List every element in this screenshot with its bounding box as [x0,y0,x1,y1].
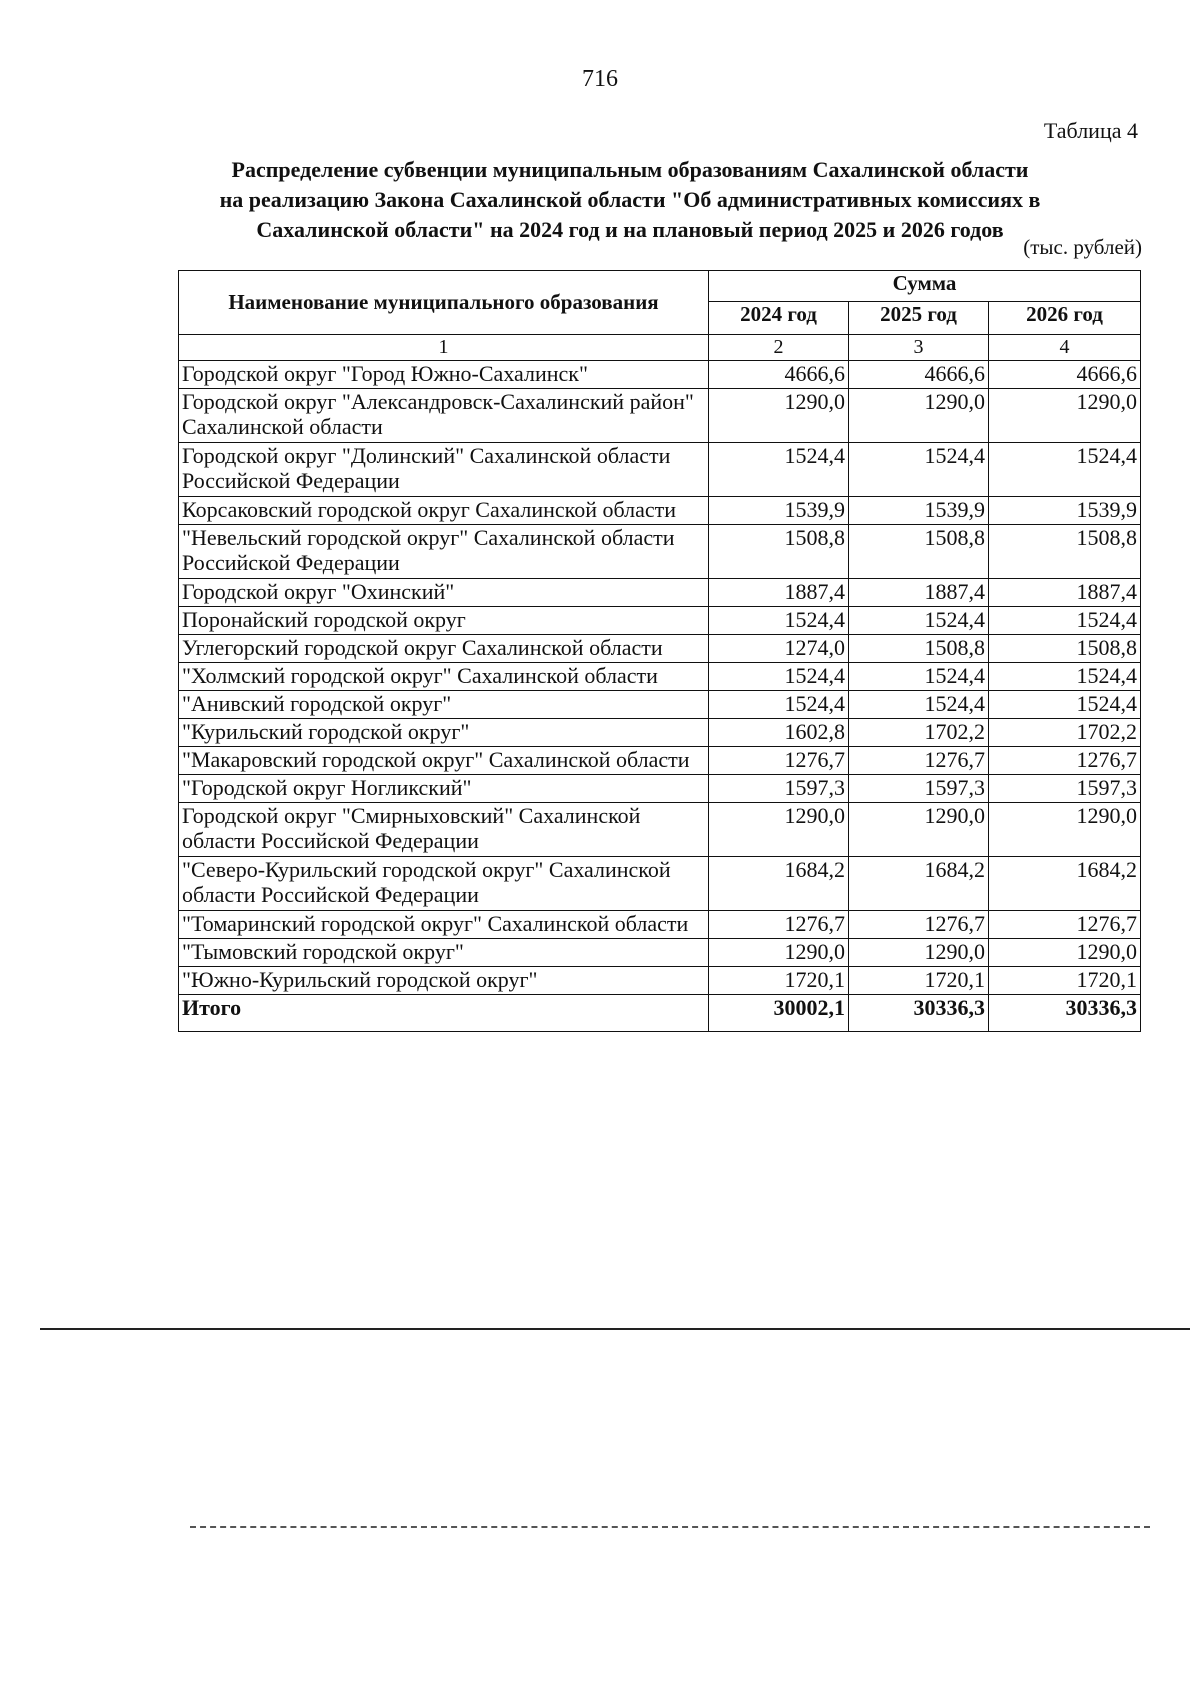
value-2024: 1684,2 [709,857,849,911]
table-row [179,389,1141,443]
municipality-name: "Курильский городской округ" [179,719,709,747]
value-2025: 1276,7 [849,747,989,775]
value-2026: 1720,1 [989,967,1141,995]
value-2024: 1887,4 [709,579,849,607]
total-2025: 30336,3 [849,995,989,1032]
value-2025: 1720,1 [849,967,989,995]
table-row [179,803,1141,857]
value-2026: 1290,0 [989,939,1141,967]
value-2024: 1524,4 [709,443,849,497]
value-2025: 1597,3 [849,775,989,803]
total-label: Итого [179,995,709,1032]
municipality-name: "Макаровский городской округ" Сахалинской области [179,747,709,775]
value-2026: 1524,4 [989,663,1141,691]
table-row [179,579,1141,607]
header-year-2026: 2026 год [989,302,1141,335]
value-2025: 1276,7 [849,911,989,939]
scan-artifact-line [40,1328,1190,1330]
value-2026: 1684,2 [989,857,1141,911]
page-number: 716 [582,66,618,92]
title-line: Распределение субвенции муниципальным образованиям Сахалинской области [231,157,1029,182]
value-2024: 1276,7 [709,911,849,939]
total-2026: 30336,3 [989,995,1141,1032]
table-row [179,747,1141,775]
value-2024: 1524,4 [709,607,849,635]
table-row [179,525,1141,579]
table-row [179,607,1141,635]
total-row [179,995,1141,1032]
value-2026: 1539,9 [989,497,1141,525]
municipality-name: Городской округ "Город Южно-Сахалинск" [179,361,709,389]
table-row [179,635,1141,663]
table-row [179,911,1141,939]
value-2025: 1524,4 [849,443,989,497]
table-row [179,663,1141,691]
table-row [179,857,1141,911]
value-2024: 1508,8 [709,525,849,579]
units-label: (тыс. рублей) [1023,235,1142,259]
value-2026: 1276,7 [989,747,1141,775]
value-2024: 1290,0 [709,803,849,857]
municipality-name: "Тымовский городской округ" [179,939,709,967]
value-2024: 1290,0 [709,389,849,443]
header-year-2025: 2025 год [849,302,989,335]
value-2026: 1524,4 [989,691,1141,719]
value-2025: 1508,8 [849,635,989,663]
value-2025: 1508,8 [849,525,989,579]
municipality-name: Городской округ "Охинский" [179,579,709,607]
value-2025: 1887,4 [849,579,989,607]
value-2025: 1290,0 [849,939,989,967]
value-2024: 1290,0 [709,939,849,967]
subsidy-table [178,270,1141,1032]
value-2024: 1524,4 [709,663,849,691]
column-number: 3 [849,335,989,361]
value-2026: 1290,0 [989,803,1141,857]
value-2024: 1274,0 [709,635,849,663]
title-line: Сахалинской области" на 2024 год и на плановый период 2025 и 2026 годов [256,217,1004,242]
header-year-2024: 2024 год [709,302,849,335]
value-2025: 4666,6 [849,361,989,389]
value-2024: 1720,1 [709,967,849,995]
table-row [179,497,1141,525]
table-row [179,939,1141,967]
municipality-name: Поронайский городской округ [179,607,709,635]
value-2026: 1276,7 [989,911,1141,939]
value-2025: 1702,2 [849,719,989,747]
municipality-name: Углегорский городской округ Сахалинской области [179,635,709,663]
value-2026: 1702,2 [989,719,1141,747]
municipality-name: "Северо-Курильский городской округ" Сахалинской области Российской Федерации [179,857,709,911]
municipality-name: "Холмский городской округ" Сахалинской области [179,663,709,691]
title-line: на реализацию Закона Сахалинской области "Об административных комиссиях в [219,187,1041,212]
value-2025: 1290,0 [849,389,989,443]
column-number: 4 [989,335,1141,361]
total-2024: 30002,1 [709,995,849,1032]
value-2025: 1524,4 [849,691,989,719]
value-2026: 1508,8 [989,635,1141,663]
value-2024: 4666,6 [709,361,849,389]
table-row [179,443,1141,497]
table-row [179,719,1141,747]
municipality-name: "Невельский городской округ" Сахалинской области Российской Федерации [179,525,709,579]
municipality-name: "Томаринский городской округ" Сахалинской области [179,911,709,939]
value-2024: 1539,9 [709,497,849,525]
value-2026: 1597,3 [989,775,1141,803]
municipality-name: Городской округ "Смирныховский" Сахалинской области Российской Федерации [179,803,709,857]
value-2024: 1602,8 [709,719,849,747]
municipality-name: "Южно-Курильский городской округ" [179,967,709,995]
value-2025: 1524,4 [849,663,989,691]
value-2026: 4666,6 [989,361,1141,389]
value-2024: 1597,3 [709,775,849,803]
value-2026: 1524,4 [989,443,1141,497]
table-row [179,775,1141,803]
value-2026: 1524,4 [989,607,1141,635]
value-2026: 1290,0 [989,389,1141,443]
value-2025: 1524,4 [849,607,989,635]
column-number: 1 [179,335,709,361]
value-2026: 1508,8 [989,525,1141,579]
column-number: 2 [709,335,849,361]
value-2025: 1684,2 [849,857,989,911]
value-2024: 1524,4 [709,691,849,719]
municipality-name: Городской округ "Долинский" Сахалинской области Российской Федерации [179,443,709,497]
table-row [179,691,1141,719]
scan-artifact-dashes [190,1526,1150,1528]
municipality-name: "Анивский городской округ" [179,691,709,719]
value-2025: 1539,9 [849,497,989,525]
table-label: Таблица 4 [1043,118,1138,143]
value-2025: 1290,0 [849,803,989,857]
document-title [170,155,1090,245]
municipality-name: Корсаковский городской округ Сахалинской области [179,497,709,525]
municipality-name: Городской округ "Александровск-Сахалинский район" Сахалинской области [179,389,709,443]
header-municipality: Наименование муниципального образования [179,271,709,335]
value-2026: 1887,4 [989,579,1141,607]
value-2024: 1276,7 [709,747,849,775]
header-sum: Сумма [709,271,1141,302]
table-row [179,361,1141,389]
table-row [179,967,1141,995]
municipality-name: "Городской округ Ногликский" [179,775,709,803]
